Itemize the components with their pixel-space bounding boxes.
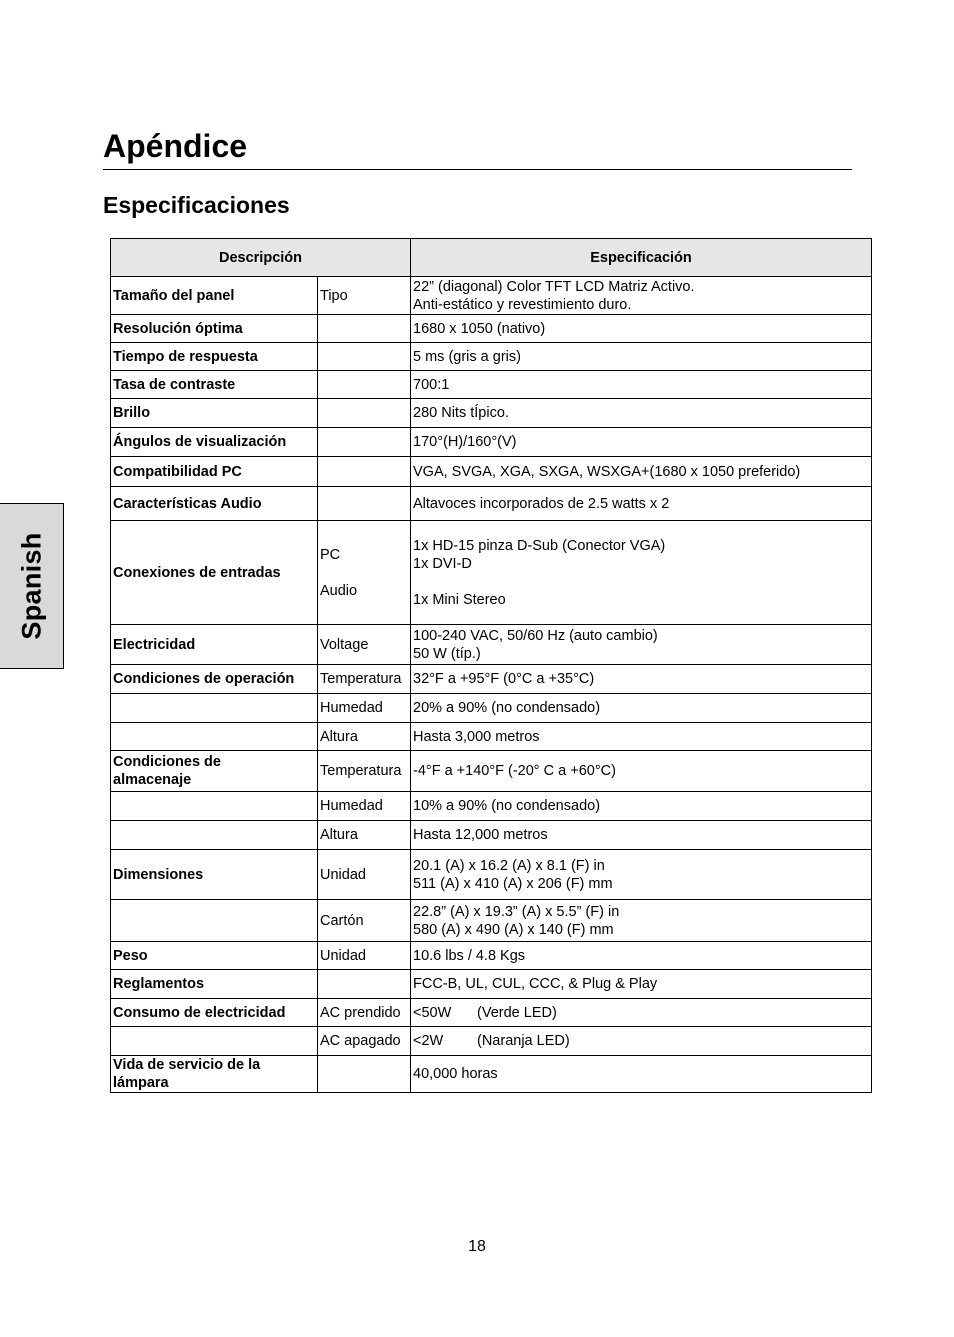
row-subitem xyxy=(318,521,411,625)
row-subitem xyxy=(318,970,411,999)
row-subitem: Unidad xyxy=(318,850,411,900)
header-description: Descripción xyxy=(111,239,411,277)
row-subitem xyxy=(318,487,411,521)
table-row xyxy=(111,999,872,1027)
row-subitem xyxy=(318,371,411,399)
row-description: Características Audio xyxy=(111,487,318,521)
table-row xyxy=(111,792,872,821)
row-subitem xyxy=(318,315,411,343)
row-specification: Hasta 12,000 metros xyxy=(411,821,872,850)
language-side-tab xyxy=(0,503,64,669)
row-subitem: Temperatura xyxy=(318,751,411,792)
table-row xyxy=(111,1056,872,1093)
table-row xyxy=(111,399,872,428)
row-specification: 700:1 xyxy=(411,371,872,399)
row-description: Condiciones de operación xyxy=(111,665,318,694)
row-description: Compatibilidad PC xyxy=(111,457,318,487)
row-subitem: Altura xyxy=(318,723,411,751)
specifications-table xyxy=(110,238,872,1093)
table-row xyxy=(111,625,872,665)
row-specification: 40,000 horas xyxy=(411,1056,872,1093)
title-divider xyxy=(103,169,852,170)
description-line: almacenaje xyxy=(113,772,192,788)
row-specification xyxy=(411,850,872,900)
row-specification: 5 ms (gris a gris) xyxy=(411,343,872,371)
row-description xyxy=(111,821,318,850)
row-specification: VGA, SVGA, XGA, SXGA, WSXGA+(1680 x 1050 preferido) xyxy=(411,457,872,487)
row-specification xyxy=(411,999,872,1027)
led-note: (Verde LED) xyxy=(477,1004,557,1021)
row-specification xyxy=(411,521,872,625)
table-row xyxy=(111,942,872,970)
row-subitem: Humedad xyxy=(318,792,411,821)
row-description: Electricidad xyxy=(111,625,318,665)
spec-line: Anti-estático y revestimiento duro. xyxy=(413,296,632,313)
table-row xyxy=(111,343,872,371)
row-description: Peso xyxy=(111,942,318,970)
page-title: Apéndice xyxy=(103,128,248,164)
row-specification: 1680 x 1050 (nativo) xyxy=(411,315,872,343)
row-description: Tamaño del panel xyxy=(111,277,318,315)
table-row xyxy=(111,694,872,723)
row-subitem xyxy=(318,457,411,487)
spec-line: 1x Mini Stereo xyxy=(413,591,506,608)
row-subitem xyxy=(318,399,411,428)
row-specification: FCC-B, UL, CUL, CCC, & Plug & Play xyxy=(411,970,872,999)
row-description: Conexiones de entradas xyxy=(111,521,318,625)
spec-line: 50 W (típ.) xyxy=(413,645,481,662)
row-specification: 10.6 lbs / 4.8 Kgs xyxy=(411,942,872,970)
row-description xyxy=(111,1056,318,1093)
table-row xyxy=(111,900,872,942)
spec-line: 20.1 (A) x 16.2 (A) x 8.1 (F) in xyxy=(413,857,605,874)
row-subitem: AC apagado xyxy=(318,1027,411,1056)
spec-line: 22.8” (A) x 19.3” (A) x 5.5” (F) in xyxy=(413,903,620,920)
row-description: Consumo de electricidad xyxy=(111,999,318,1027)
language-side-tab-label: Spanish xyxy=(16,532,46,640)
table-row xyxy=(111,751,872,792)
power-value: <50W xyxy=(413,1004,452,1021)
spec-line: 1x DVI-D xyxy=(413,555,472,572)
table-row xyxy=(111,457,872,487)
row-description: Ángulos de visualización xyxy=(111,428,318,457)
row-description xyxy=(111,792,318,821)
spec-line: 1x HD-15 pinza D-Sub (Conector VGA) xyxy=(413,537,666,554)
row-description: Dimensiones xyxy=(111,850,318,900)
row-description: Tiempo de respuesta xyxy=(111,343,318,371)
row-specification: 20% a 90% (no condensado) xyxy=(411,694,872,723)
row-specification xyxy=(411,625,872,665)
row-specification: 32°F a +95°F (0°C a +35°C) xyxy=(411,665,872,694)
table-row xyxy=(111,723,872,751)
row-subitem: Humedad xyxy=(318,694,411,723)
row-description xyxy=(111,723,318,751)
table-row xyxy=(111,665,872,694)
row-subitem: Temperatura xyxy=(318,665,411,694)
row-description: Reglamentos xyxy=(111,970,318,999)
row-specification: 280 Nits tÍpico. xyxy=(411,399,872,428)
row-subitem: Unidad xyxy=(318,942,411,970)
row-description xyxy=(111,751,318,792)
table-row xyxy=(111,521,872,625)
row-subitem xyxy=(318,1056,411,1093)
table-row xyxy=(111,428,872,457)
row-specification: -4°F a +140°F (-20° C a +60°C) xyxy=(411,751,872,792)
row-specification xyxy=(411,277,872,315)
section-title: Especificaciones xyxy=(103,192,290,218)
power-value: <2W xyxy=(413,1033,444,1049)
table-row xyxy=(111,970,872,999)
page-number: 18 xyxy=(468,1238,486,1255)
description-line: Vida de servicio de la xyxy=(113,1057,261,1073)
row-description xyxy=(111,900,318,942)
row-subitem: AC prendido xyxy=(318,999,411,1027)
row-subitem: Cartón xyxy=(318,900,411,942)
spec-line: 100-240 VAC, 50/60 Hz (auto cambio) xyxy=(413,627,658,644)
subitem-audio: Audio xyxy=(320,582,358,599)
row-description xyxy=(111,1027,318,1056)
table-row xyxy=(111,487,872,521)
row-specification: 10% a 90% (no condensado) xyxy=(411,792,872,821)
table-row xyxy=(111,315,872,343)
row-subitem: Voltage xyxy=(318,625,411,665)
header-specification: Especificación xyxy=(411,239,872,277)
row-specification xyxy=(411,1027,872,1056)
table-row xyxy=(111,1027,872,1056)
spec-line: 580 (A) x 490 (A) x 140 (F) mm xyxy=(413,921,614,938)
table-row xyxy=(111,821,872,850)
row-description: Tasa de contraste xyxy=(111,371,318,399)
row-subitem xyxy=(318,343,411,371)
led-note: (Naranja LED) xyxy=(477,1033,570,1049)
table-row xyxy=(111,277,872,315)
row-subitem xyxy=(318,428,411,457)
row-specification: Hasta 3,000 metros xyxy=(411,723,872,751)
table-row xyxy=(111,850,872,900)
description-line: Condiciones de xyxy=(113,754,221,770)
spec-line: 511 (A) x 410 (A) x 206 (F) mm xyxy=(413,875,613,892)
row-specification: Altavoces incorporados de 2.5 watts x 2 xyxy=(411,487,872,521)
row-description: Brillo xyxy=(111,399,318,428)
row-description: Resolución óptima xyxy=(111,315,318,343)
row-specification xyxy=(411,900,872,942)
spec-line: 22” (diagonal) Color TFT LCD Matriz Activo. xyxy=(413,278,695,295)
row-subitem: Tipo xyxy=(318,277,411,315)
table-row xyxy=(111,371,872,399)
row-specification: 170°(H)/160°(V) xyxy=(411,428,872,457)
row-description xyxy=(111,694,318,723)
description-line: lámpara xyxy=(113,1075,169,1091)
table-header-row xyxy=(111,239,872,277)
subitem-pc: PC xyxy=(320,546,341,563)
row-subitem: Altura xyxy=(318,821,411,850)
